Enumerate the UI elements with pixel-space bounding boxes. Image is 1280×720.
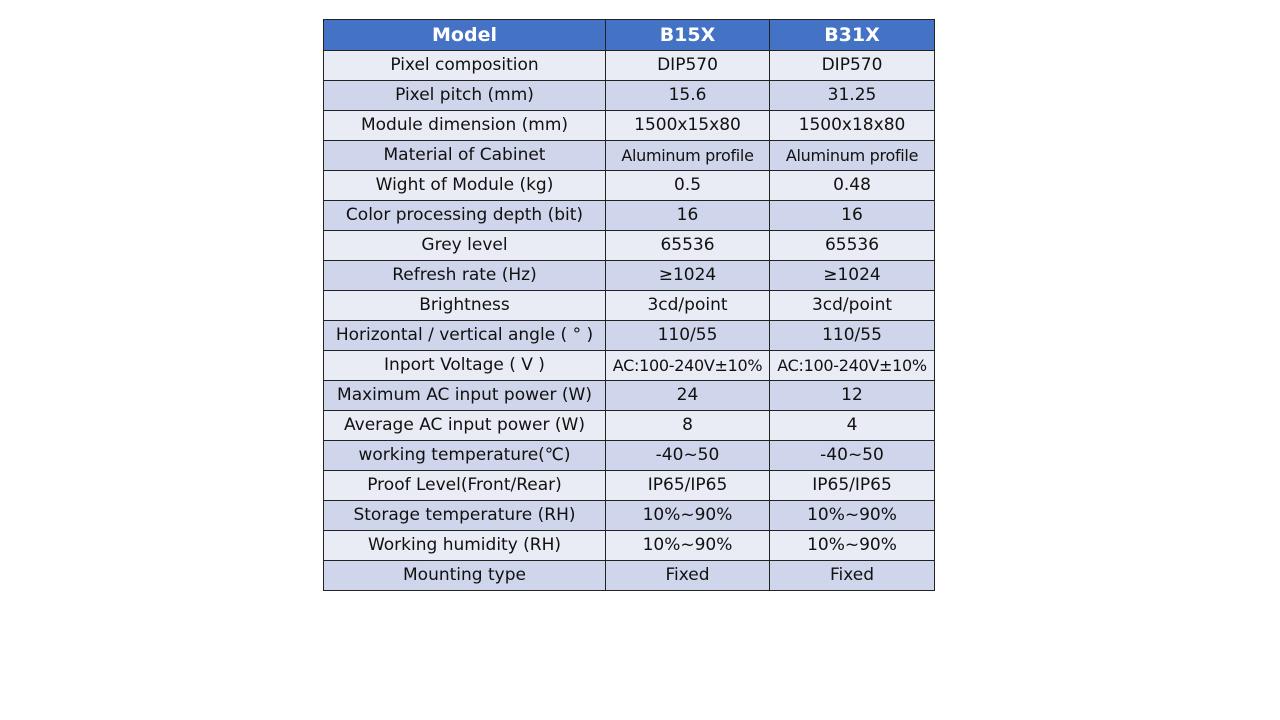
b31x-value: 110/55 (770, 321, 935, 351)
table-row (324, 231, 935, 261)
b31x-value: 0.48 (770, 171, 935, 201)
table-row (324, 351, 935, 381)
b15x-value: 110/55 (606, 321, 770, 351)
header-model: Model (324, 20, 606, 51)
b15x-value: 24 (606, 381, 770, 411)
b31x-value: 65536 (770, 231, 935, 261)
b15x-value: Fixed (606, 561, 770, 591)
spec-label: Material of Cabinet (324, 141, 606, 171)
b15x-value: 1500x15x80 (606, 111, 770, 141)
b31x-value: -40~50 (770, 441, 935, 471)
table-row (324, 291, 935, 321)
table-row (324, 81, 935, 111)
spec-label: Proof Level(Front/Rear) (324, 471, 606, 501)
b15x-value: AC:100-240V±10% (606, 351, 770, 381)
spec-label: working temperature(℃) (324, 441, 606, 471)
b31x-value: 16 (770, 201, 935, 231)
b15x-value: IP65/IP65 (606, 471, 770, 501)
b15x-value: 15.6 (606, 81, 770, 111)
header-b31x: B31X (770, 20, 935, 51)
b31x-value: 12 (770, 381, 935, 411)
table-row (324, 111, 935, 141)
b15x-value: Aluminum profile (606, 141, 770, 171)
b15x-value: 10%~90% (606, 501, 770, 531)
table-row (324, 51, 935, 81)
b31x-value: 10%~90% (770, 531, 935, 561)
table-row (324, 321, 935, 351)
spec-label: Wight of Module (kg) (324, 171, 606, 201)
spec-label: Refresh rate (Hz) (324, 261, 606, 291)
spec-label: Module dimension (mm) (324, 111, 606, 141)
table-row (324, 411, 935, 441)
b31x-value: Fixed (770, 561, 935, 591)
table-row (324, 501, 935, 531)
b31x-value: DIP570 (770, 51, 935, 81)
table-row (324, 261, 935, 291)
b31x-value: Aluminum profile (770, 141, 935, 171)
b15x-value: ≥1024 (606, 261, 770, 291)
b15x-value: 8 (606, 411, 770, 441)
table-row (324, 201, 935, 231)
table-row (324, 471, 935, 501)
table-row (324, 531, 935, 561)
header-row (324, 20, 935, 51)
spec-label: Color processing depth (bit) (324, 201, 606, 231)
b15x-value: 3cd/point (606, 291, 770, 321)
b31x-value: 31.25 (770, 81, 935, 111)
b15x-value: 65536 (606, 231, 770, 261)
spec-label: Mounting type (324, 561, 606, 591)
spec-label: Horizontal / vertical angle ( ° ) (324, 321, 606, 351)
spec-label: Storage temperature (RH) (324, 501, 606, 531)
table-header (324, 20, 935, 51)
b31x-value: 10%~90% (770, 501, 935, 531)
b15x-value: 16 (606, 201, 770, 231)
b31x-value: 1500x18x80 (770, 111, 935, 141)
spec-table (323, 19, 935, 591)
b15x-value: 0.5 (606, 171, 770, 201)
table-row (324, 441, 935, 471)
spec-label: Working humidity (RH) (324, 531, 606, 561)
spec-label: Inport Voltage ( V ) (324, 351, 606, 381)
b31x-value: 4 (770, 411, 935, 441)
table-row (324, 561, 935, 591)
header-b15x: B15X (606, 20, 770, 51)
b31x-value: 3cd/point (770, 291, 935, 321)
b15x-value: 10%~90% (606, 531, 770, 561)
b15x-value: -40~50 (606, 441, 770, 471)
spec-label: Average AC input power (W) (324, 411, 606, 441)
table-body (324, 51, 935, 591)
table-row (324, 141, 935, 171)
b31x-value: IP65/IP65 (770, 471, 935, 501)
spec-label: Grey level (324, 231, 606, 261)
b15x-value: DIP570 (606, 51, 770, 81)
spec-label: Pixel composition (324, 51, 606, 81)
b31x-value: ≥1024 (770, 261, 935, 291)
spec-label: Maximum AC input power (W) (324, 381, 606, 411)
table-row (324, 381, 935, 411)
table-row (324, 171, 935, 201)
b31x-value: AC:100-240V±10% (770, 351, 935, 381)
spec-label: Pixel pitch (mm) (324, 81, 606, 111)
spec-label: Brightness (324, 291, 606, 321)
